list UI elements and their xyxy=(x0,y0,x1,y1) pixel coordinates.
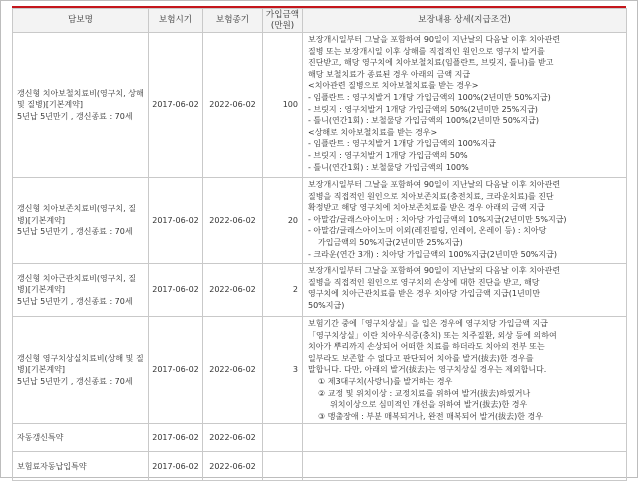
end-date: 2022-06-02 xyxy=(203,424,263,452)
coverage-name: 갱신형 치아보존치료비(영구치, 질병)[기본계약] 5년납 5년만기 , 갱신종료 : 70세 xyxy=(13,178,149,264)
detail-line: - 임플란트 : 영구치발거 1개당 가입금액의 100%(2년미만 50%지급) xyxy=(308,92,551,102)
coverage-name: 갱신형 치아근관치료비(영구치, 질병)[기본계약] 5년납 5년만기 , 갱신종료 : 70세 xyxy=(13,264,149,317)
header-end: 보험종기 xyxy=(203,9,263,33)
coverage-amount: 2 xyxy=(263,264,303,317)
end-date: 2022-06-02 xyxy=(203,452,263,481)
header-row xyxy=(13,9,627,33)
coverage-detail xyxy=(303,317,627,424)
end-date: 2022-06-02 xyxy=(203,178,263,264)
start-date: 2017-06-02 xyxy=(149,33,203,178)
table-row xyxy=(13,452,627,481)
detail-line: - 아말감/글래스아이노머 이외(레진필링, 인레이, 온레이 등) : 치아당 xyxy=(308,226,547,236)
detail-line: - 틀니(연간1회) : 보철물당 가입금액의 100%(2년미만 50%지급) xyxy=(308,116,539,126)
coverage-table xyxy=(12,8,627,481)
detail-line: 50%지급) xyxy=(308,300,345,310)
detail-line: 보장개시일부터 그날을 포함하여 90일이 지난날의 다음날 이후 치아관련 xyxy=(308,35,561,44)
detail-line: 진단받고, 해당 영구치에 치아보철치료(임플란트, 브릿지, 틀니)를 받고 xyxy=(308,58,554,68)
detail-line: 영구치에 치아근관치료를 받은 경우 치아당 가입금액 지급(1년미만 xyxy=(308,289,541,299)
table-row xyxy=(13,424,627,452)
coverage-name: 갱신형 치아보철치료비(영구치, 상해 및 질병)[기본계약] 5년납 5년만기 , 갱신종료 : 70세 xyxy=(13,33,149,178)
start-date: 2017-06-02 xyxy=(149,264,203,317)
detail-line: - 틀니(연간1회) : 보철물당 가입금액의 100% xyxy=(308,162,469,172)
start-date: 2017-06-02 xyxy=(149,424,203,452)
detail-line: 보험기간 중에「영구치상실」을 입은 경우에 영구치당 가입금액 지급 xyxy=(308,319,548,328)
header-amount: 가입금액 (만원) xyxy=(263,9,303,33)
table-row xyxy=(13,178,627,264)
coverage-name: 보험료자동납입특약 xyxy=(13,452,149,481)
table-row xyxy=(13,33,627,178)
header-name: 담보명 xyxy=(13,9,149,33)
detail-line: 「영구치상실」이란 치아우식증(충치) 또는 치주질환, 외상 등에 의하여 xyxy=(308,330,557,340)
detail-line: <상해로 치아보철치료를 받는 경우> xyxy=(308,127,438,137)
coverage-amount: 3 xyxy=(263,317,303,424)
detail-line: <치아관련 질병으로 치아보철치료를 받는 경우> xyxy=(308,81,479,91)
coverage-amount: 100 xyxy=(263,33,303,178)
start-date: 2017-06-02 xyxy=(149,178,203,264)
detail-line: 질병을 직접적인 원인으로 치아보존치료(충전치료, 크라운치료)를 진단 xyxy=(308,191,554,201)
coverage-amount xyxy=(263,452,303,481)
detail-line: 위치이상으로 심미적인 개선을 위하여 발거(拔去)한 경우 xyxy=(330,400,528,410)
header-start: 보험시기 xyxy=(149,9,203,33)
coverage-amount xyxy=(263,424,303,452)
detail-line: 질병을 직접적인 원인으로 영구치의 손상에 대한 진단을 받고, 해당 xyxy=(308,277,540,287)
detail-line: 확정받고 해당 영구치에 치아보존치료를 받은 경우 아래의 금액 지급 xyxy=(308,203,545,213)
end-date: 2022-06-02 xyxy=(203,264,263,317)
detail-line: 질병 또는 보장개시일 이후 상해를 직접적인 원인으로 영구치 발거를 xyxy=(308,46,545,56)
end-date: 2022-06-02 xyxy=(203,317,263,424)
coverage-name: 갱신형 영구치상실치료비(상해 및 질병)[기본계약] 5년납 5년만기 , 갱신종료 : 70세 xyxy=(13,317,149,424)
detail-line: - 브릿지 : 영구치발거 1개당 가입금액의 50% xyxy=(308,150,468,160)
detail-line: ② 교정 및 위치이상 : 교정치료를 위하여 발거(拔去)하였거나 xyxy=(318,388,531,398)
end-date: 2022-06-02 xyxy=(203,33,263,178)
coverage-amount: 20 xyxy=(263,178,303,264)
header-detail: 보장내용 상세(지급조건) xyxy=(303,9,627,33)
detail-line: - 아말감/글래스아이노머 : 치아당 가입금액의 10%지급(2년미만 5%지급) xyxy=(308,214,567,224)
start-date: 2017-06-02 xyxy=(149,317,203,424)
detail-line: ③ 맹출장애 : 부분 매복되거나, 완전 매복되어 발거(拔去)한 경우 xyxy=(318,411,544,421)
coverage-detail xyxy=(303,452,627,481)
coverage-detail xyxy=(303,424,627,452)
detail-line: - 크라운(연간 3개) : 치아당 가입금액의 100%지급(2년미만 50%지급) xyxy=(308,249,557,259)
table-row xyxy=(13,264,627,317)
detail-line: 말합니다. 다만, 아래의 발거(拔去)는 영구치상실 경우는 제외합니다. xyxy=(308,365,547,375)
coverage-detail xyxy=(303,264,627,317)
detail-line: 보장개시일부터 그날을 포함하여 90일이 지난날의 다음날 이후 치아관련 xyxy=(308,180,561,189)
detail-line: 가입금액의 50%지급(2년미만 25%지급) xyxy=(318,237,463,247)
coverage-detail xyxy=(303,178,627,264)
detail-line: 일부라도 보존할 수 없다고 판단되어 치아를 발거(拔去)한 경우를 xyxy=(308,353,534,363)
start-date: 2017-06-02 xyxy=(149,452,203,481)
detail-line: ① 제3대구치(사랑니)를 발거하는 경우 xyxy=(318,376,453,386)
coverage-name: 자동갱신특약 xyxy=(13,424,149,452)
detail-line: 보장개시일부터 그날을 포함하여 90일이 지난날의 다음날 이후 치아관련 xyxy=(308,266,561,275)
table-row xyxy=(13,317,627,424)
detail-line: - 임플란트 : 영구치발거 1개당 가입금액의 100%지급 xyxy=(308,139,496,149)
detail-line: 치아가 뿌리까지 손상되어 어떠한 치료를 하더라도 치아의 전부 또는 xyxy=(308,342,545,352)
detail-line: 해당 보철치료가 종료된 경우 아래의 금액 지급 xyxy=(308,69,471,79)
detail-line: - 브릿지 : 영구치발거 1개당 가입금액의 50%(2년미만 25%지급) xyxy=(308,104,538,114)
coverage-detail xyxy=(303,33,627,178)
